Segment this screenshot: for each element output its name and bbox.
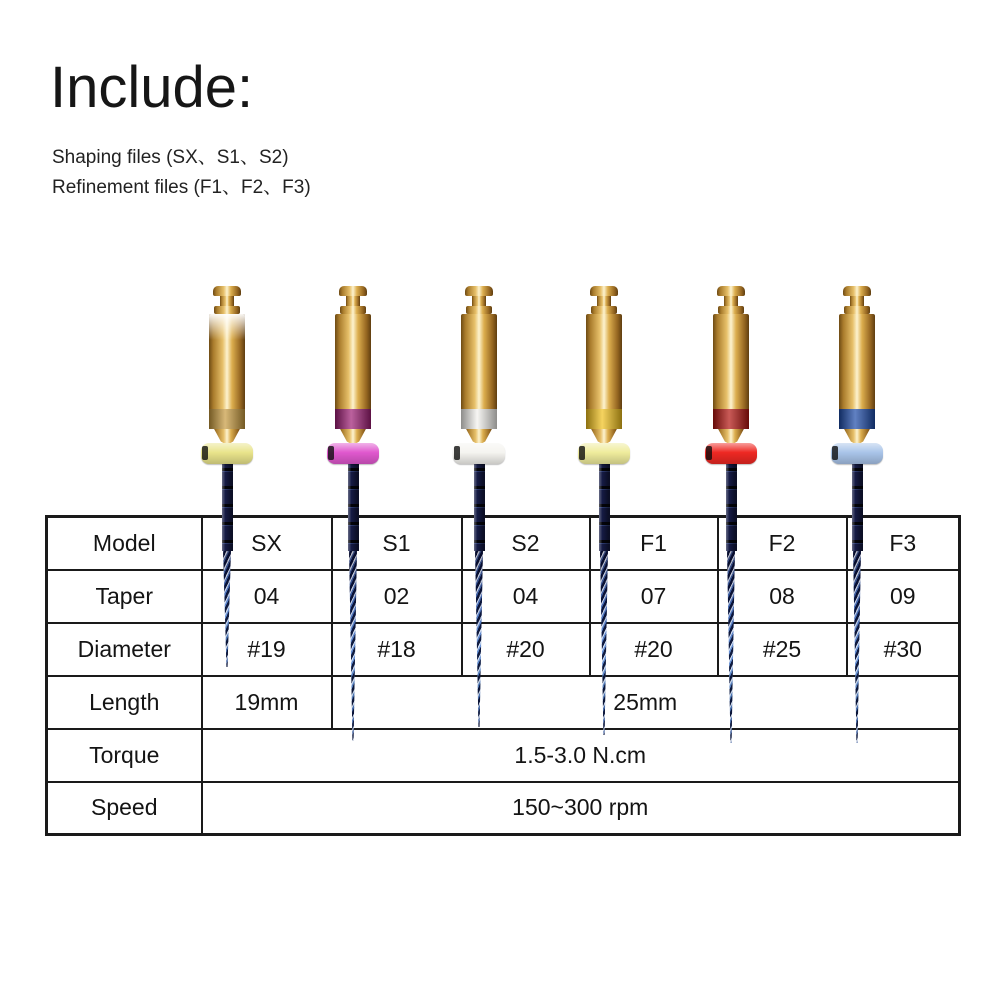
color-band [586,409,622,429]
file-s2 [453,286,505,727]
cell-length-sx: 19mm [202,676,332,729]
file-f3 [831,286,883,743]
file-sx [201,286,253,667]
handle-cap [213,286,241,296]
cell-length-rest: 25mm [332,676,960,729]
page-title: Include: [50,55,254,120]
handle-body [586,314,622,409]
cell-taper-f1: 07 [590,570,718,623]
handle-cap [590,286,618,296]
handle-collar [591,306,617,314]
file-shaft [222,463,233,551]
handle-collar [466,306,492,314]
stopper-ring [578,443,630,464]
row-label-model: Model [47,517,202,570]
file-f1 [578,286,630,735]
cell-model-f1: F1 [590,517,718,570]
handle-body [335,314,371,409]
file-shaft [348,463,359,551]
cell-taper-f3: 09 [847,570,960,623]
file-shaft [726,463,737,551]
file-shaft [599,463,610,551]
file-spiral [851,551,864,743]
file-shaft [474,463,485,551]
cell-taper-f2: 08 [718,570,847,623]
cell-taper-sx: 04 [202,570,332,623]
color-band [713,409,749,429]
handle-body [713,314,749,409]
color-band [461,409,497,429]
handle-neck [346,296,360,306]
cell-model-s1: S1 [332,517,462,570]
file-spiral [725,551,738,743]
file-f2 [705,286,757,743]
handle-cap [465,286,493,296]
handle-body [209,314,245,409]
cell-model-f3: F3 [847,517,960,570]
file-shaft [852,463,863,551]
stopper-ring [201,443,253,464]
color-band [839,409,875,429]
handle-cap [339,286,367,296]
cell-taper-s1: 02 [332,570,462,623]
row-label-diameter: Diameter [47,623,202,676]
row-label-length: Length [47,676,202,729]
stopper-ring [705,443,757,464]
cell-diameter-f1: #20 [590,623,718,676]
file-s1 [327,286,379,741]
subtitle-shaping-files: Shaping files (SX、S1、S2) [52,147,289,168]
cell-model-f2: F2 [718,517,847,570]
file-spiral [598,551,611,735]
handle-neck [597,296,611,306]
row-label-taper: Taper [47,570,202,623]
cell-diameter-f2: #25 [718,623,847,676]
row-speed [47,782,960,835]
handle-cap [717,286,745,296]
handle-collar [844,306,870,314]
stopper-ring [453,443,505,464]
cell-model-sx: SX [202,517,332,570]
row-label-speed: Speed [47,782,202,835]
handle-body [839,314,875,409]
cell-torque-all: 1.5-3.0 N.cm [202,729,960,782]
handle-body [461,314,497,409]
stopper-ring [327,443,379,464]
cell-diameter-f3: #30 [847,623,960,676]
file-spiral [473,551,486,727]
color-band [335,409,371,429]
color-band [209,409,245,429]
handle-cap [843,286,871,296]
file-spiral [221,551,234,667]
cell-speed-all: 150~300 rpm [202,782,960,835]
row-torque [47,729,960,782]
file-spiral [347,551,360,741]
cell-diameter-s2: #20 [462,623,590,676]
handle-neck [472,296,486,306]
cell-model-s2: S2 [462,517,590,570]
handle-neck [850,296,864,306]
handle-neck [220,296,234,306]
handle-collar [214,306,240,314]
row-label-torque: Torque [47,729,202,782]
cell-diameter-s1: #18 [332,623,462,676]
subtitle-refinement-files: Refinement files (F1、F2、F3) [52,177,311,198]
stopper-ring [831,443,883,464]
handle-neck [724,296,738,306]
handle-collar [340,306,366,314]
handle-collar [718,306,744,314]
cell-taper-s2: 04 [462,570,590,623]
cell-diameter-sx: #19 [202,623,332,676]
